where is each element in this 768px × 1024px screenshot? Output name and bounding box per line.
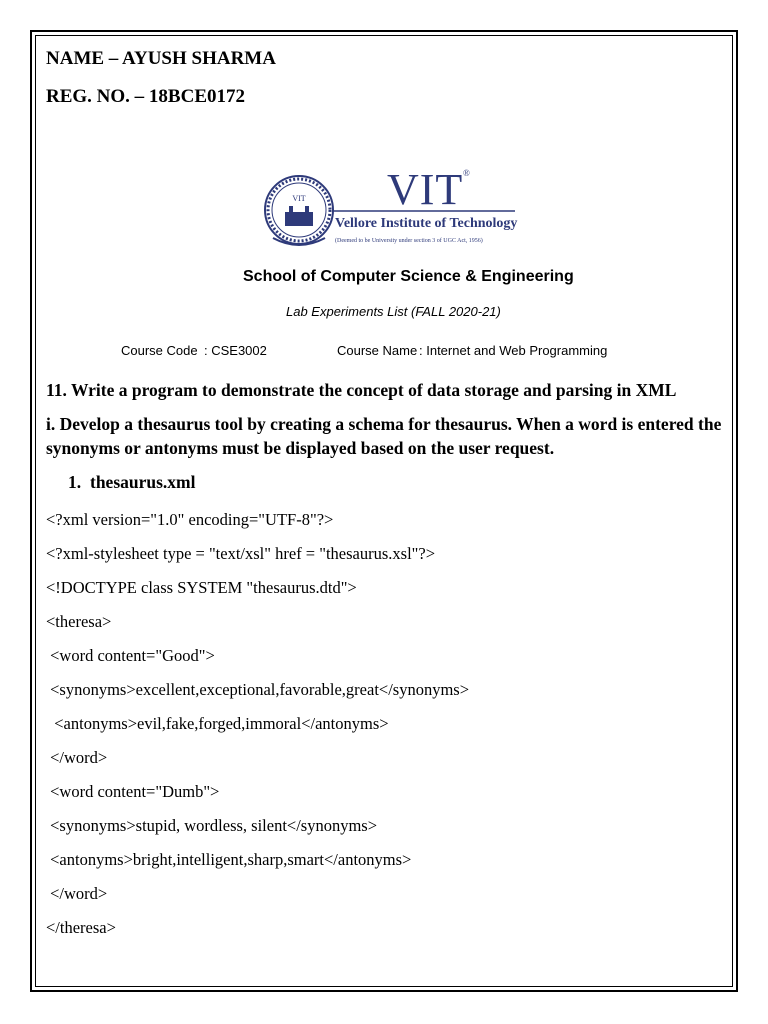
code-line: <synonyms>excellent,exceptional,favorable,great</synonyms> (46, 680, 470, 699)
institute-name: Vellore Institute of Technology (335, 216, 518, 231)
code-line: </theresa> (46, 918, 116, 937)
course-code-value: : CSE3002 (204, 343, 267, 358)
code-line: <theresa> (46, 612, 112, 631)
code-line: <synonyms>stupid, wordless, silent</synonyms> (46, 816, 378, 835)
code-line: <antonyms>bright,intelligent,sharp,smart</antonyms> (46, 850, 412, 869)
lab-list-title: Lab Experiments List (FALL 2020-21) (286, 304, 501, 319)
code-line: </word> (46, 884, 108, 903)
seal-text: VIT (292, 194, 306, 203)
question-part-line2: synonyms or antonyms must be displayed based on the user request. (46, 438, 555, 458)
deemed-note: (Deemed to be University under section 3 of UGC Act, 1956) (335, 238, 483, 244)
school-name: School of Computer Science & Engineering (243, 268, 574, 285)
code-line: <word content="Good"> (46, 646, 215, 665)
course-name-label: Course Name (337, 343, 418, 358)
list-item-title: thesaurus.xml (90, 472, 196, 492)
registered-mark: ® (463, 168, 470, 178)
list-item-number: 1. (68, 472, 82, 492)
code-line: <antonyms>evil,fake,forged,immoral</antonyms> (46, 714, 389, 733)
vit-wordmark: VIT (387, 165, 464, 214)
code-line: <word content="Dumb"> (46, 782, 220, 801)
course-code-label: Course Code (121, 343, 198, 358)
code-line: <!DOCTYPE class SYSTEM "thesaurus.dtd"> (46, 578, 357, 597)
registration-number: REG. NO. – 18BCE0172 (46, 86, 245, 107)
code-line: </word> (46, 748, 108, 767)
vit-logo (263, 165, 523, 252)
student-name: NAME – AYUSH SHARMA (46, 48, 276, 69)
code-line: <?xml version="1.0" encoding="UTF-8"?> (46, 510, 334, 529)
question-title: 11. Write a program to demonstrate the concept of data storage and parsing in XML (46, 380, 677, 400)
course-name-value: : Internet and Web Programming (419, 343, 608, 358)
question-part-line1: i. Develop a thesaurus tool by creating a schema for thesaurus. When a word is entered the (46, 414, 722, 434)
code-line: <?xml-stylesheet type = "text/xsl" href = "thesaurus.xsl"?> (46, 544, 436, 563)
